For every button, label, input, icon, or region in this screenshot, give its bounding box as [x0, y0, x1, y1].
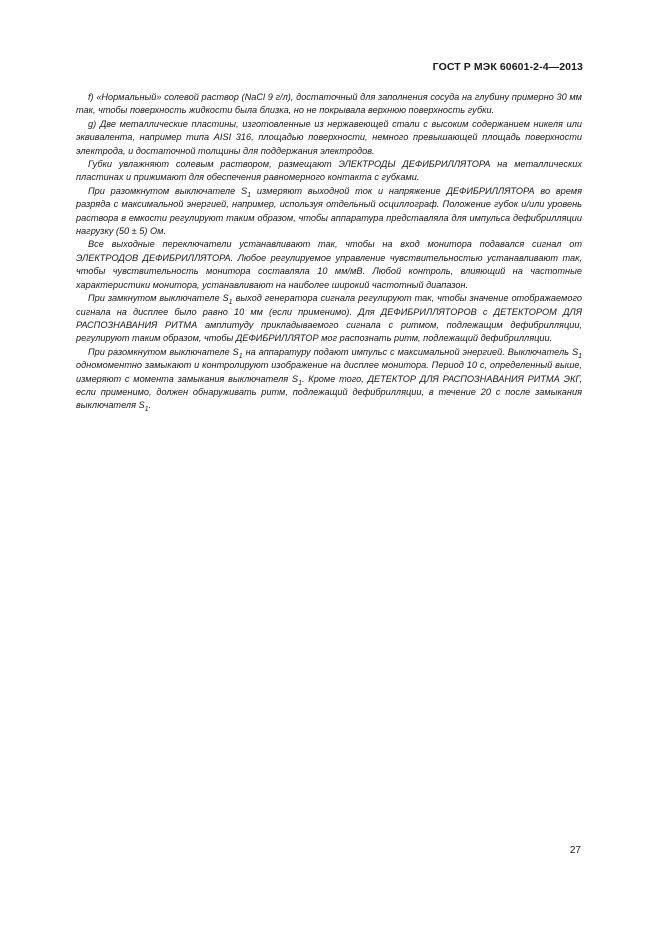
- page-number: 27: [569, 845, 581, 856]
- paragraph-output-switches: Все выходные переключатели устанавливают так, чтобы на вход монитора подавался сигнал от ЭЛЕКТРОДОВ ДЕФИБРИЛЛЯТОРА. Любое регулируемое управление чувствительностью устанавливают так, чтобы чувствительность монитора составляла 10 мм/мВ. Любой контроль, влияющий на частотные характеристики монитора, устанавливают на наиболее широкий частотный диапазон.: [76, 239, 582, 290]
- document-body: [76, 91, 582, 413]
- paragraph-closed-switch: При замкнутом выключателе $S_1$ выход генератора сигнала регулируют так, чтобы значение отображаемого сигнала на дисплее было равно 10 мм (если применимо). Для ДЕФИБРИЛЛЯТОРОВ с ДЕТЕКТОРОМ ДЛЯ РАСПОЗНАВАНИЯ РИТМА амплитуду прикладываемого сигнала с ритмом, подлежащим дефибрилляции, регулируют таким образом, чтобы ДЕФИБРИЛЛЯТОР мог распознать ритм, подлежащий дефибрилляции.: [76, 293, 582, 344]
- paragraph-g: g) Две металлические пластины, изготовленные из нержавеющей стали с высоким содержанием никеля или эквивалента, например типа AISI 316, площадью поверхности, немного превышающей площадь поверхности электрода, и достаточной толщины для поддержания электродов.: [76, 118, 582, 156]
- document-header: ГОСТ Р МЭК 60601-2-4—2013: [432, 61, 583, 73]
- paragraph-open-switch-measure: При разомкнутом выключателе $S_1$ измеряют выходной ток и напряжение ДЕФИБРИЛЛЯТОРА во время разряда с максимальной энергией, например, используя отдельный осциллограф. Положение губок и/или уровень раствора в емкости регулируют таким образом, чтобы аппаратура представляла для импульса дефибрилляции нагрузку (50 ± 5) Ом.: [76, 185, 582, 237]
- paragraph-sponges: Губки увлажняют солевым раствором, размещают ЭЛЕКТРОДЫ ДЕФИБРИЛЛЯТОРА на металлических пластинах и прижимают для обеспечения равномерного контакта с губками.: [76, 159, 582, 183]
- paragraph-pulse: При разомкнутом выключателе $S_1$ на аппаратуру подают импульс с максимальной энергией. Выключатель $S_1$ одномоментно замыкают и контролируют изображение на дисплее монитора. Период 10 с, определенный выше, измеряют с момента замыкания выключателя $S_1$. Кроме того, ДЕТЕКТОР ДЛЯ РАСПОЗНАВАНИЯ РИТМА ЭКГ, если применимо, должен обнаруживать ритм, подлежащий дефибрилляции, в течение 20 с после замыкания выключателя $S_1$.: [76, 346, 582, 414]
- paragraph-f: f) «Нормальный» солевой раствор (NaCl 9 г/л), достаточный для заполнения сосуда на глубину примерно 30 мм так, чтобы поверхность жидкости была близка, но не покрывала верхнюю поверхность губки.: [76, 92, 582, 116]
